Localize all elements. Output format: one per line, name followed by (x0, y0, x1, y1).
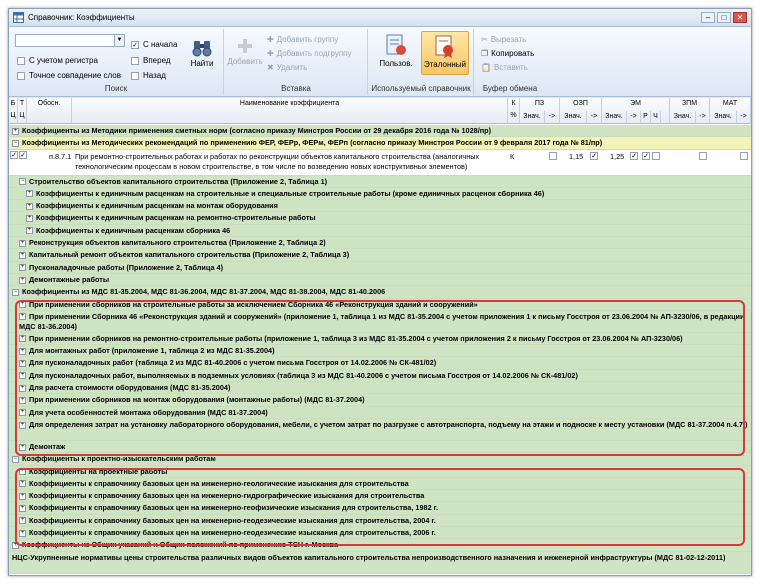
insert-group-label: Вставка (281, 84, 311, 93)
insert-group (225, 29, 368, 95)
tree-row[interactable]: + При применении сборников на строительные работы за исключением Сборника 46 «Реконструкция зданий и сооружений» (9, 299, 751, 311)
checkbox-t[interactable]: ✓ (20, 151, 26, 159)
expand-icon[interactable]: + (20, 239, 25, 246)
search-group-label: Поиск (104, 84, 128, 93)
tree-row[interactable]: + Коэффициенты из Методики применения сметных норм (согласно приказу Минстроя России от 29 декабря 2016 года № 1028/пр) (9, 125, 751, 137)
backward-checkbox[interactable]: Назад (131, 71, 166, 80)
ozp-value[interactable]: 1,15 (569, 151, 584, 161)
expand-icon[interactable]: + (20, 480, 25, 487)
binoculars-icon (192, 39, 212, 57)
from-start-checkbox[interactable]: ✓ С начала (132, 40, 178, 49)
checkbox-b[interactable]: ✓ (11, 151, 17, 159)
tree-row[interactable]: + Демонтажные работы (9, 274, 751, 286)
tree-row[interactable]: − Коэффициенты из МДС 81-35.2004, МДС 81-36.2004, МДС 81-37.2004, МДС 81-38.2004, МДС 81-40.2006 (9, 286, 751, 298)
expand-icon[interactable]: + (20, 313, 25, 320)
grid-header: Б Ц Т Ц Обосн. Наименование коэффициента К % ПЗ ОЗП ЭМ ЗПМ МАТ Знач. -> Знач. -> Знач. -> Р Ч Знач. -> Знач. -> (9, 98, 751, 124)
tree-row[interactable]: + Для определения затрат на установку лабораторного оборудования, мебели, с учетом затрат по разгрузке с автотранспорта, подъему на этажи и подноске к месту установки (МДС 81-37.2004 п.4.7.) (9, 419, 751, 441)
tree-row[interactable]: + Реконструкция объектов капитального строительства (Приложение 2, Таблица 2) (9, 237, 751, 249)
tree-row[interactable]: + Коэффициенты к справочнику базовых цен на инженерно-геодезические изыскания для строительства, 2004 г. (9, 515, 751, 527)
ribbon (9, 27, 751, 97)
add-subgroup-icon: ✚ (267, 49, 274, 58)
em-value[interactable]: 1,25 (610, 151, 625, 161)
expand-icon[interactable]: + (20, 335, 25, 342)
tree-row[interactable]: + Коэффициенты к единичным расценкам на монтаж оборудования (9, 200, 751, 212)
zpm-header: ЗПМ (670, 98, 710, 111)
tree-row[interactable]: + Коэффициенты к справочнику базовых цен на инженерно-геофизические изыскания для строительства, 1982 г. (9, 502, 751, 514)
tree-row[interactable]: + Демонтаж (9, 441, 751, 453)
tree-row[interactable]: + Для монтажных работ (приложение 1, таблица 2 из МДС 81-35.2004) (9, 345, 751, 357)
coefficients-grid (9, 98, 751, 575)
delete-button[interactable]: ✖ Удалить (267, 63, 308, 72)
user-reference-button[interactable]: Пользов. (377, 33, 415, 68)
expand-icon[interactable]: + (20, 396, 25, 403)
expand-icon[interactable]: + (27, 202, 32, 209)
ozp-header: ОЗП (560, 98, 602, 111)
code-column-header[interactable]: Обосн. (27, 98, 72, 124)
clipboard-group-label: Буфер обмена (482, 84, 538, 93)
table-icon (13, 12, 24, 23)
tree-row[interactable]: + Для пусконаладочных работ, выполняемых в подземных условиях (таблица 3 из МДС 81-40.2006 с учетом письма Госстроя от 14.02.2006 № СК-481/02) (9, 370, 751, 382)
expand-icon[interactable]: + (20, 505, 25, 511)
forward-checkbox[interactable]: Вперед (131, 56, 171, 65)
tree-row[interactable]: + Коэффициенты к справочнику базовых цен на инженерно-гидрографические изыскания для строительства (9, 490, 751, 502)
add-icon (236, 37, 254, 55)
tree-row[interactable]: − Строительство объектов капитального строительства (Приложение 2, Таблица 1) (9, 176, 751, 188)
grid-rows (9, 125, 751, 574)
expand-icon[interactable]: + (20, 517, 25, 524)
expand-icon[interactable]: + (27, 190, 32, 197)
expand-icon[interactable]: + (20, 529, 25, 536)
tree-row[interactable]: − Коэффициенты к проектно-изыскательским работам (9, 453, 751, 465)
collapse-icon[interactable]: − (13, 139, 18, 146)
add-button[interactable]: Добавить (228, 37, 262, 66)
expand-icon[interactable]: + (20, 301, 25, 308)
tree-row[interactable]: + Коэффициенты к единичным расценкам сборника 46 (9, 225, 751, 237)
name-column-header[interactable]: Наименование коэффициента (72, 98, 508, 124)
expand-icon[interactable]: + (27, 215, 32, 222)
em-header: ЭМ (602, 98, 670, 111)
tree-row[interactable]: + Коэффициенты к справочнику базовых цен на инженерно-геологические изыскания для строительства (9, 478, 751, 490)
window-title: Справочник: Коэффициенты (28, 13, 135, 22)
title-bar (9, 9, 751, 27)
expand-icon[interactable]: + (13, 127, 18, 134)
reference-window (8, 8, 752, 576)
collapse-icon[interactable]: − (13, 288, 18, 295)
tree-row[interactable]: + Пусконаладочные работы (Приложение 2, Таблица 4) (9, 262, 751, 274)
standard-reference-button[interactable]: Эталонный (421, 31, 469, 75)
cut-button[interactable]: ✂ Вырезать (481, 35, 527, 44)
expand-icon[interactable]: + (20, 468, 25, 475)
tree-row[interactable]: + Капитальный ремонт объектов капитального строительства (Приложение 2, Таблица 3) (9, 249, 751, 261)
search-input[interactable] (15, 34, 125, 47)
tree-row[interactable]: + Коэффициенты на проектные работы (9, 466, 751, 478)
expand-icon[interactable]: + (13, 541, 18, 548)
reference-group (369, 29, 474, 95)
row-code: п.8.7.1 (49, 151, 72, 161)
row-name: При ремонтно-строительных работах и работах по реконструкции объектов капитального строительства (аналогичных технологическим процессам в новом строительстве, в том числе по возведению новых конструктивных элементов) (75, 151, 480, 171)
collapse-icon[interactable]: − (13, 455, 18, 462)
delete-icon: ✖ (267, 63, 274, 72)
add-group-button[interactable]: ✚ Добавить группу (267, 35, 339, 44)
maximize-button[interactable]: □ (717, 12, 731, 23)
tree-row[interactable]: + При применении сборников на монтаж оборудования (монтажные работы) (МДС 81-37.2004) (9, 394, 751, 406)
mat-header: МАТ (710, 98, 751, 111)
collapse-icon[interactable]: − (20, 178, 25, 185)
expand-icon[interactable]: + (20, 492, 25, 499)
reference-group-label: Используемый справочник (371, 84, 471, 93)
expand-icon[interactable]: + (20, 421, 25, 428)
chevron-down-icon[interactable]: ▼ (114, 35, 124, 46)
user-book-icon (385, 33, 407, 57)
clipboard-group (475, 29, 545, 95)
tree-row-selected[interactable]: − Коэффициенты из Методических рекомендаций по применению ФЕР, ФЕРр, ФЕРм, ФЕРп (согласно приказу Минстроя России от 9 февраля 2017 года № 81/пр) (9, 137, 751, 149)
paste-icon: 📋 (481, 63, 491, 72)
tree-row[interactable]: + Для пусконаладочных работ (таблица 2 из МДС 81-40.2006 с учетом письма Госстроя от 14.02.2006 № СК-481/02) (9, 357, 751, 369)
tree-row[interactable]: + Для расчета стоимости оборудования (МДС 81-35.2004) (9, 382, 751, 394)
expand-icon[interactable]: + (20, 409, 25, 416)
expand-icon[interactable]: + (20, 384, 25, 391)
tree-row[interactable]: + Коэффициенты к единичным расценкам на ремонтно-строительные работы (9, 212, 751, 224)
expand-icon[interactable]: + (20, 276, 25, 283)
pz-header: ПЗ (520, 98, 560, 111)
add-group-icon: ✚ (267, 35, 274, 44)
tree-row[interactable]: + Коэффициенты к единичным расценкам на строительные и специальные строительные работы (кроме единичных расценок сборника 46) (9, 188, 751, 200)
paste-button[interactable]: 📋 Вставить (481, 63, 528, 72)
certificate-icon (434, 34, 456, 58)
expand-icon[interactable]: + (27, 227, 32, 234)
expand-icon[interactable]: + (20, 251, 25, 258)
tree-row[interactable]: + Для учета особенностей монтажа оборудования (МДС 81-37.2004) (9, 407, 751, 419)
expand-icon[interactable]: + (20, 360, 25, 367)
copy-button[interactable]: ❐ Копировать (481, 49, 535, 58)
find-button[interactable]: Найти (187, 39, 217, 68)
tree-row[interactable]: + Коэффициенты к справочнику базовых цен на инженерно-геодезические изыскания для строительства, 2006 г. (9, 527, 751, 539)
tree-row[interactable]: + Коэффициенты из Общих указаний и Общих положений по применению ТСН г. Москва (9, 539, 751, 551)
tree-row[interactable]: + При применении сборников на ремонтно-строительные работы (приложение 1, таблица 3 из МДС 81-35.2004 с учетом приложения 2 к письму Госстроя от 23.06.2004 № АП-3230/06) (9, 333, 751, 345)
copy-icon: ❐ (481, 49, 489, 58)
search-group (9, 29, 224, 95)
expand-icon[interactable]: + (20, 264, 25, 271)
add-subgroup-button[interactable]: ✚ Добавить подгруппу (267, 49, 352, 58)
scissors-icon: ✂ (481, 35, 488, 44)
tree-row[interactable]: НЦС-Укрупненные нормативы цены строительства различных видов объектов капитального строительства непроизводственного назначения и инженерной инфраструктуры (МДС 81-02-12-2011) (9, 552, 751, 574)
row-k: К (510, 151, 515, 161)
minimize-button[interactable]: – (701, 12, 715, 23)
match-case-checkbox[interactable]: С учетом регистра (17, 56, 98, 65)
expand-icon[interactable]: + (20, 443, 25, 450)
expand-icon[interactable]: + (20, 372, 25, 379)
expand-icon[interactable]: + (20, 347, 25, 354)
whole-word-checkbox[interactable]: Точное совпадение слов (17, 71, 121, 80)
coefficient-row[interactable]: ✓ ✓ п.8.7.1 При ремонтно-строительных работах и работах по реконструкции объектов капитального строительства (аналогичных технологическим процессам в новом строительстве, в том числе по возведению новых конструктивных элементов) К 1,15 ✓ 1,25 ✓ ✓ (9, 150, 751, 176)
close-button[interactable]: ✕ (733, 12, 747, 23)
tree-row[interactable]: + При применении Сборника 46 «Реконструкция зданий и сооружений» (приложение 1, таблица 1 из МДС 81-35.2004 с учетом приложения 1 к письму Госстроя от 23.06.2004 № АП-3230/06, в редакции МДС 81-36.2004) (9, 311, 751, 333)
